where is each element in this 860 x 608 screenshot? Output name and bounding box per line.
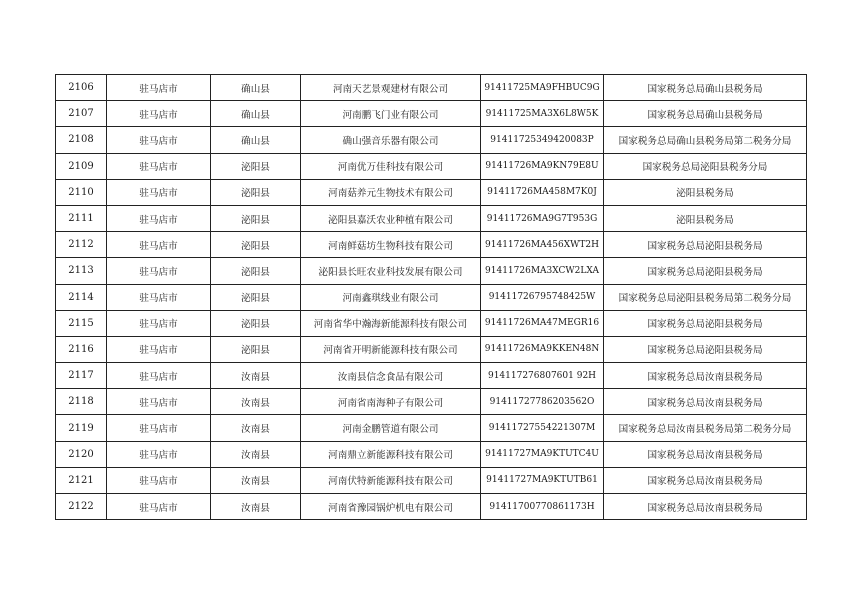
tax-authority-cell: 国家税务总局汝南县税务局 [604,467,807,493]
row-number-cell: 2116 [56,336,107,362]
city-cell: 驻马店市 [107,258,211,284]
county-cell: 泌阳县 [211,205,301,231]
credit-code-cell: 91411727786203562O [481,389,604,415]
tax-authority-cell: 国家税务总局汝南县税务局 [604,494,807,520]
credit-code-cell: 91411725349420083P [481,127,604,153]
company-name-cell: 河南优万佳科技有限公司 [301,153,481,179]
credit-code-cell: 91411726MA9G7T953G [481,205,604,231]
registry-table [55,74,807,520]
county-cell: 确山县 [211,101,301,127]
tax-authority-cell: 国家税务总局泌阳县税务局 [604,310,807,336]
company-name-cell: 河南鲜菇坊生物科技有限公司 [301,232,481,258]
tax-authority-cell: 国家税务总局泌阳县税务局 [604,258,807,284]
city-cell: 驻马店市 [107,415,211,441]
row-number-cell: 2110 [56,179,107,205]
table-row [56,494,807,520]
credit-code-cell: 91411725MA9FHBUC9G [481,75,604,101]
credit-code-cell: 91411726MA9KKEN48N [481,336,604,362]
table-row [56,336,807,362]
tax-authority-cell: 国家税务总局泌阳县税务局 [604,232,807,258]
company-name-cell: 泌阳县嘉沃农业种植有限公司 [301,205,481,231]
company-name-cell: 河南伏特新能源科技有限公司 [301,467,481,493]
credit-code-cell: 91411726MA456XWT2H [481,232,604,258]
county-cell: 汝南县 [211,494,301,520]
table-row [56,232,807,258]
city-cell: 驻马店市 [107,467,211,493]
table-row [56,258,807,284]
county-cell: 泌阳县 [211,284,301,310]
tax-authority-cell: 国家税务总局汝南县税务局 [604,363,807,389]
credit-code-cell: 91411726MA3XCW2LXA [481,258,604,284]
table-row [56,441,807,467]
county-cell: 泌阳县 [211,310,301,336]
city-cell: 驻马店市 [107,127,211,153]
city-cell: 驻马店市 [107,232,211,258]
table-row [56,467,807,493]
county-cell: 泌阳县 [211,179,301,205]
company-name-cell: 河南鹏飞门业有限公司 [301,101,481,127]
company-name-cell: 河南省南海种子有限公司 [301,389,481,415]
county-cell: 汝南县 [211,415,301,441]
row-number-cell: 2112 [56,232,107,258]
row-number-cell: 2114 [56,284,107,310]
table-row [56,127,807,153]
row-number-cell: 2121 [56,467,107,493]
tax-authority-cell: 国家税务总局汝南县税务局 [604,441,807,467]
table-row [56,205,807,231]
row-number-cell: 2113 [56,258,107,284]
county-cell: 泌阳县 [211,258,301,284]
company-name-cell: 河南省开明新能源科技有限公司 [301,336,481,362]
city-cell: 驻马店市 [107,310,211,336]
row-number-cell: 2118 [56,389,107,415]
credit-code-cell: 91411727MA9KTUTC4U [481,441,604,467]
tax-authority-cell: 国家税务总局泌阳县税务局第二税务分局 [604,284,807,310]
company-name-cell: 河南金鹏管道有限公司 [301,415,481,441]
row-number-cell: 2122 [56,494,107,520]
company-name-cell: 确山强音乐器有限公司 [301,127,481,153]
table-row [56,389,807,415]
county-cell: 泌阳县 [211,153,301,179]
row-number-cell: 2108 [56,127,107,153]
city-cell: 驻马店市 [107,494,211,520]
credit-code-cell: 91411726MA9KN79E8U [481,153,604,179]
row-number-cell: 2117 [56,363,107,389]
credit-code-cell: 91411726MA458M7K0J [481,179,604,205]
tax-authority-cell: 国家税务总局汝南县税务局 [604,389,807,415]
company-name-cell: 河南菇养元生物技术有限公司 [301,179,481,205]
credit-code-cell: 91411725MA3X6L8W5K [481,101,604,127]
row-number-cell: 2107 [56,101,107,127]
company-name-cell: 河南天艺景观建材有限公司 [301,75,481,101]
row-number-cell: 2119 [56,415,107,441]
tax-authority-cell: 国家税务总局泌阳县税务分局 [604,153,807,179]
row-number-cell: 2109 [56,153,107,179]
company-name-cell: 泌阳县长旺农业科技发展有限公司 [301,258,481,284]
table-row [56,153,807,179]
row-number-cell: 2106 [56,75,107,101]
company-name-cell: 河南省华中瀚海新能源科技有限公司 [301,310,481,336]
table-row [56,75,807,101]
credit-code-cell: 91411727554221307M [481,415,604,441]
county-cell: 汝南县 [211,467,301,493]
table-row [56,310,807,336]
city-cell: 驻马店市 [107,179,211,205]
company-name-cell: 河南鑫琪线业有限公司 [301,284,481,310]
county-cell: 汝南县 [211,389,301,415]
city-cell: 驻马店市 [107,441,211,467]
tax-authority-cell: 泌阳县税务局 [604,179,807,205]
table-body [56,75,807,520]
credit-code-cell: 914117276807601 92H [481,363,604,389]
city-cell: 驻马店市 [107,153,211,179]
county-cell: 汝南县 [211,363,301,389]
city-cell: 驻马店市 [107,75,211,101]
county-cell: 泌阳县 [211,232,301,258]
table-row [56,179,807,205]
city-cell: 驻马店市 [107,284,211,310]
table-row [56,363,807,389]
tax-authority-cell: 国家税务总局汝南县税务局第二税务分局 [604,415,807,441]
tax-authority-cell: 国家税务总局确山县税务局 [604,75,807,101]
company-name-cell: 河南省豫园锅炉机电有限公司 [301,494,481,520]
company-name-cell: 河南鼎立新能源科技有限公司 [301,441,481,467]
city-cell: 驻马店市 [107,205,211,231]
row-number-cell: 2111 [56,205,107,231]
county-cell: 确山县 [211,127,301,153]
company-name-cell: 汝南县信念食品有限公司 [301,363,481,389]
tax-authority-cell: 国家税务总局确山县税务局第二税务分局 [604,127,807,153]
row-number-cell: 2120 [56,441,107,467]
county-cell: 确山县 [211,75,301,101]
credit-code-cell: 91411726MA47MEGR16 [481,310,604,336]
county-cell: 汝南县 [211,441,301,467]
city-cell: 驻马店市 [107,101,211,127]
credit-code-cell: 91411726795748425W [481,284,604,310]
credit-code-cell: 91411727MA9KTUTB61 [481,467,604,493]
table-row [56,284,807,310]
table-row [56,101,807,127]
table-row [56,415,807,441]
tax-authority-cell: 国家税务总局泌阳县税务局 [604,336,807,362]
tax-authority-cell: 国家税务总局确山县税务局 [604,101,807,127]
credit-code-cell: 91411700770861173H [481,494,604,520]
city-cell: 驻马店市 [107,336,211,362]
tax-authority-cell: 泌阳县税务局 [604,205,807,231]
city-cell: 驻马店市 [107,389,211,415]
city-cell: 驻马店市 [107,363,211,389]
row-number-cell: 2115 [56,310,107,336]
county-cell: 泌阳县 [211,336,301,362]
